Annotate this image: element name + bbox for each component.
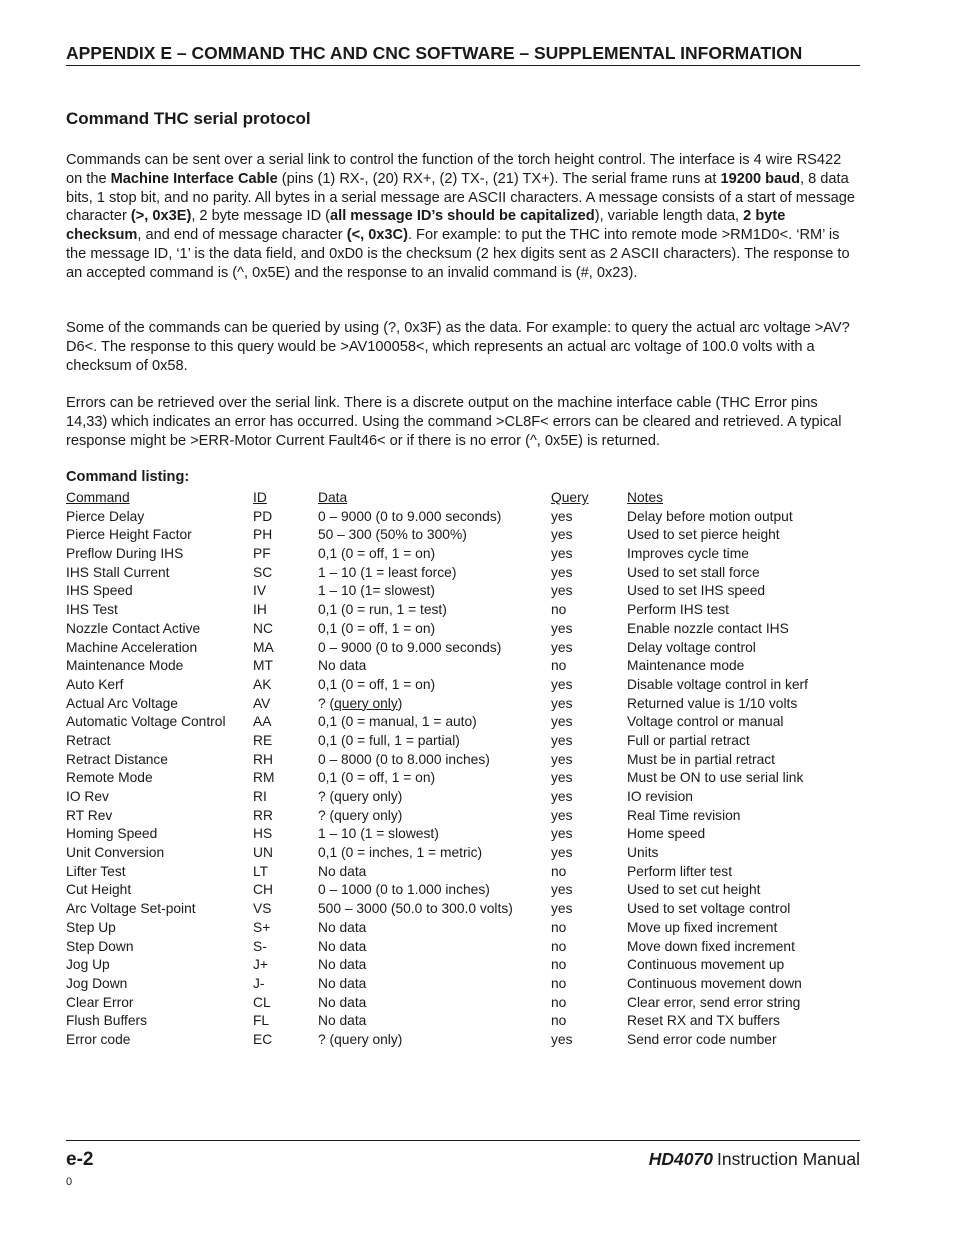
cell-notes: IO revision <box>627 789 693 804</box>
cell-command: Retract <box>66 732 111 748</box>
cell-command: Actual Arc Voltage <box>66 695 178 711</box>
cell-query: yes <box>551 826 573 842</box>
cell-notes: Used to set pierce height <box>627 527 780 543</box>
cell-command: Arc Voltage Set-point <box>66 901 196 917</box>
cell-id: RR <box>253 807 273 823</box>
table-row <box>66 975 860 994</box>
cell-query: yes <box>551 695 573 711</box>
cell-query: no <box>551 658 567 674</box>
cell-data: 0,1 (0 = off, 1 = on) <box>318 546 436 562</box>
cell-notes: Disable voltage control in kerf <box>627 676 808 692</box>
cell-data: 0 – 1000 (0 to 1.000 inches) <box>318 882 490 898</box>
cell-data: No data <box>318 975 367 991</box>
text-run: ), variable length data, <box>594 208 744 225</box>
cell-command: Homing Speed <box>66 826 158 842</box>
table-row <box>66 881 860 900</box>
text-run: , and end of message character <box>137 227 347 244</box>
text-run: . For example: to put the THC into remote mode >RM1D0<. ‘RM’ is the message ID, ‘1’ is the data field, and 0xD0 is the checksum (2 hex digits sent as 2 ASCII characters). The response to an accepted command is (^, 0x5E) and the response to an invalid command is (#, 0x23). <box>66 227 850 281</box>
table-header <box>66 489 860 508</box>
cell-command: Preflow During IHS <box>66 546 184 562</box>
cell-data: 0,1 (0 = manual, 1 = auto) <box>318 714 477 730</box>
cell-data: 50 – 300 (50% to 300%) <box>318 527 467 543</box>
cell-id: J+ <box>253 957 268 973</box>
cell-notes: Continuous movement up <box>627 957 785 973</box>
cell-notes: Move down fixed increment <box>627 938 795 954</box>
cell-id: HS <box>253 826 273 842</box>
cell-notes: Must be ON to use serial link <box>627 770 804 786</box>
cell-notes: Improves cycle time <box>627 546 749 562</box>
cell-command: Lifter Test <box>66 863 126 879</box>
table-row <box>66 956 860 975</box>
cell-data: 0 – 9000 (0 to 9.000 seconds) <box>318 508 502 524</box>
table-row <box>66 601 860 620</box>
cell-command: IO Rev <box>66 789 109 804</box>
cell-command: Nozzle Contact Active <box>66 620 201 636</box>
table-row <box>66 676 860 695</box>
cell-notes: Returned value is 1/10 volts <box>627 695 798 711</box>
cell-command: RT Rev <box>66 807 113 823</box>
cell-notes: Delay voltage control <box>627 639 756 655</box>
table-row <box>66 825 860 844</box>
page-number: e-2 <box>66 1149 94 1170</box>
table-row <box>66 807 860 826</box>
cell-notes: Continuous movement down <box>627 975 802 991</box>
cell-id: S- <box>253 938 267 954</box>
cell-command: Unit Conversion <box>66 845 165 861</box>
cell-id: J- <box>253 975 265 991</box>
cell-notes: Real Time revision <box>627 807 741 823</box>
cell-data: 1 – 10 (1 = least force) <box>318 564 457 580</box>
cell-id: PH <box>253 527 273 543</box>
cell-data: 0,1 (0 = run, 1 = test) <box>318 602 447 618</box>
cell-query: no <box>551 957 567 973</box>
bold-run: all message ID’s should be capitalized <box>330 208 595 225</box>
cell-notes: Clear error, send error string <box>627 994 801 1010</box>
cell-id: AV <box>253 695 271 711</box>
table-body <box>66 508 860 1050</box>
protocol-paragraph <box>66 151 860 283</box>
query-only-text: query only <box>334 695 398 711</box>
cell-query: no <box>551 919 567 935</box>
cell-data: No data <box>318 919 367 935</box>
cell-id: NC <box>253 620 273 636</box>
cell-command: Step Down <box>66 938 134 954</box>
cell-notes: Enable nozzle contact IHS <box>627 620 789 636</box>
appendix-title: APPENDIX E – COMMAND THC AND CNC SOFTWARE – SUPPLEMENTAL INFORMATION <box>66 43 860 66</box>
cell-query: yes <box>551 546 573 562</box>
cell-command: Retract Distance <box>66 751 168 767</box>
table-row <box>66 844 860 863</box>
table-row <box>66 751 860 770</box>
table-row <box>66 620 860 639</box>
manual-title <box>649 1149 860 1170</box>
cell-command: Auto Kerf <box>66 676 124 692</box>
cell-id: S+ <box>253 919 271 935</box>
cell-data: No data <box>318 957 367 973</box>
cell-query: yes <box>551 845 573 861</box>
cell-command: Pierce Delay <box>66 508 145 524</box>
bold-run: 2 byte checksum <box>66 208 786 244</box>
text-run: , 8 data bits, 1 stop bit, and no parity. All bytes in a serial message are ASCII characters. A message consists of a start of message character <box>66 170 855 225</box>
cell-id: RI <box>253 789 267 804</box>
cell-query: yes <box>551 732 573 748</box>
cell-data: 500 – 3000 (50.0 to 300.0 volts) <box>318 901 513 917</box>
table-row <box>66 508 860 527</box>
cell-command: Clear Error <box>66 994 134 1010</box>
cell-id: PD <box>253 508 273 524</box>
cell-command: Remote Mode <box>66 770 153 786</box>
cell-command: Jog Up <box>66 957 110 973</box>
table-row <box>66 1031 860 1050</box>
footer-rule <box>66 1140 860 1141</box>
cell-data: ? (query only) <box>318 807 403 823</box>
cell-notes: Units <box>627 845 659 861</box>
header-id: ID <box>253 490 267 505</box>
cell-data: ? (query only) <box>318 1031 403 1047</box>
cell-id: SC <box>253 564 273 580</box>
cell-query: no <box>551 975 567 991</box>
cell-command: Jog Down <box>66 975 128 991</box>
table-row <box>66 713 860 732</box>
cell-id: CH <box>253 882 273 898</box>
header-notes: Notes <box>627 490 664 505</box>
cell-notes: Full or partial retract <box>627 732 750 748</box>
cell-notes: Used to set cut height <box>627 882 761 898</box>
page-code: 0 <box>66 1176 73 1188</box>
cell-query: yes <box>551 807 573 823</box>
cell-notes: Send error code number <box>627 1031 777 1047</box>
cell-query: yes <box>551 789 573 804</box>
cell-query: yes <box>551 527 573 543</box>
cell-id: PF <box>253 546 271 562</box>
table-row <box>66 863 860 882</box>
cell-data: 0,1 (0 = full, 1 = partial) <box>318 732 460 748</box>
table-row <box>66 545 860 564</box>
cell-id: FL <box>253 1013 270 1029</box>
model-name: HD4070 <box>648 1149 713 1169</box>
cell-query: yes <box>551 882 573 898</box>
command-table <box>66 489 860 1050</box>
cell-data: No data <box>318 994 367 1010</box>
table-row <box>66 994 860 1013</box>
cell-data: 0,1 (0 = off, 1 = on) <box>318 620 436 636</box>
cell-data: No data <box>318 658 367 674</box>
cell-data: No data <box>318 938 367 954</box>
cell-command: Maintenance Mode <box>66 658 184 674</box>
table-row <box>66 1012 860 1031</box>
cell-notes: Perform lifter test <box>627 863 733 879</box>
listing-title: Command listing: <box>66 469 190 485</box>
bold-run: (<, 0x3C) <box>346 227 408 244</box>
header-command: Command <box>66 490 130 505</box>
cell-id: IH <box>253 602 267 618</box>
cell-command: Step Up <box>66 919 116 935</box>
table-row <box>66 769 860 788</box>
cell-command: Flush Buffers <box>66 1013 148 1029</box>
header-data: Data <box>318 490 348 505</box>
cell-query: yes <box>551 770 573 786</box>
manual-label: Instruction Manual <box>717 1149 860 1169</box>
cell-id: EC <box>253 1031 273 1047</box>
cell-notes: Perform IHS test <box>627 602 729 618</box>
text-run: , 2 byte message ID ( <box>191 208 331 225</box>
cell-id: IV <box>253 583 267 599</box>
cell-query: yes <box>551 676 573 692</box>
cell-id: VS <box>253 901 272 917</box>
cell-query: yes <box>551 508 573 524</box>
cell-notes: Move up fixed increment <box>627 919 778 935</box>
cell-notes: Maintenance mode <box>627 658 745 674</box>
cell-query: no <box>551 1013 567 1029</box>
cell-query: yes <box>551 714 573 730</box>
table-row <box>66 582 860 601</box>
cell-query: yes <box>551 620 573 636</box>
bold-run: 19200 baud <box>720 170 801 187</box>
cell-id: UN <box>253 845 273 861</box>
table-row <box>66 938 860 957</box>
cell-data: 1 – 10 (1 = slowest) <box>318 826 439 842</box>
table-row <box>66 526 860 545</box>
cell-data: 0,1 (0 = off, 1 = on) <box>318 770 436 786</box>
cell-query: yes <box>551 639 573 655</box>
cell-query: no <box>551 994 567 1010</box>
cell-id: RE <box>253 732 273 748</box>
cell-query: yes <box>551 901 573 917</box>
table-row <box>66 695 860 714</box>
cell-command: Automatic Voltage Control <box>66 714 226 730</box>
cell-data: ? (query only) <box>318 789 403 804</box>
cell-id: RH <box>253 751 273 767</box>
cell-id: MT <box>253 658 273 674</box>
cell-id: LT <box>253 863 269 879</box>
cell-data: 1 – 10 (1= slowest) <box>318 583 435 599</box>
cell-query: yes <box>551 1031 573 1047</box>
bold-run: (>, 0x3E) <box>130 208 192 225</box>
cell-query: yes <box>551 564 573 580</box>
cell-query: no <box>551 863 567 879</box>
cell-notes: Must be in partial retract <box>627 751 775 767</box>
query-paragraph: Some of the commands can be queried by using (?, 0x3F) as the data. For example: to query the actual arc voltage >AV?D6<. The response to this query would be >AV100058<, which represents an actual arc voltage of 100.0 volts with a checksum of 0x58. <box>66 320 850 374</box>
text-run: (pins (1) RX-, (20) RX+, (2) TX-, (21) TX+). The serial frame runs at <box>277 170 721 187</box>
cell-query: no <box>551 938 567 954</box>
cell-command: IHS Stall Current <box>66 564 170 580</box>
cell-id: AK <box>253 676 272 692</box>
table-row <box>66 919 860 938</box>
cell-notes: Voltage control or manual <box>627 714 784 730</box>
cell-command: Pierce Height Factor <box>66 527 192 543</box>
table-row <box>66 657 860 676</box>
cell-notes: Reset RX and TX buffers <box>627 1013 780 1029</box>
cell-command: Cut Height <box>66 882 132 898</box>
cell-notes: Used to set stall force <box>627 564 760 580</box>
cell-query: yes <box>551 583 573 599</box>
cell-notes: Home speed <box>627 826 706 842</box>
table-row <box>66 639 860 658</box>
cell-id: AA <box>253 714 272 730</box>
cell-id: MA <box>253 639 274 655</box>
table-row <box>66 900 860 919</box>
cell-notes: Used to set voltage control <box>627 901 791 917</box>
cell-data: 0 – 8000 (0 to 8.000 inches) <box>318 751 490 767</box>
cell-data: No data <box>318 1013 367 1029</box>
header-query: Query <box>551 490 589 505</box>
cell-command: Error code <box>66 1031 131 1047</box>
cell-id: RM <box>253 770 275 786</box>
table-row <box>66 788 860 807</box>
cell-notes: Used to set IHS speed <box>627 583 766 599</box>
cell-data: No data <box>318 863 367 879</box>
text-run: Commands can be sent over a serial link to control the function of the torch height control. The interface is 4 wire RS422 on the <box>66 152 842 187</box>
section-title: Command THC serial protocol <box>66 109 311 128</box>
cell-data: 0 – 9000 (0 to 9.000 seconds) <box>318 639 502 655</box>
table-row <box>66 732 860 751</box>
cell-query: no <box>551 602 567 618</box>
cell-command: IHS Speed <box>66 583 133 599</box>
cell-command: Machine Acceleration <box>66 639 198 655</box>
cell-data: 0,1 (0 = off, 1 = on) <box>318 676 436 692</box>
cell-data: ? (query only) <box>318 695 403 711</box>
table-row <box>66 564 860 583</box>
cell-id: CL <box>253 994 271 1010</box>
cell-notes: Delay before motion output <box>627 508 793 524</box>
cell-command: IHS Test <box>66 602 118 618</box>
cell-data: 0,1 (0 = inches, 1 = metric) <box>318 845 483 861</box>
bold-run: Machine Interface Cable <box>110 170 278 187</box>
errors-paragraph: Errors can be retrieved over the serial link. There is a discrete output on the machine interface cable (THC Error pins 14,33) which indicates an error has occurred. Using the command >CL8F< errors can be cleared and retrieved. A typical response might be >ERR-Motor Current Fault46< or if there is no error (^, 0x5E) is returned. <box>66 395 842 449</box>
cell-query: yes <box>551 751 573 767</box>
